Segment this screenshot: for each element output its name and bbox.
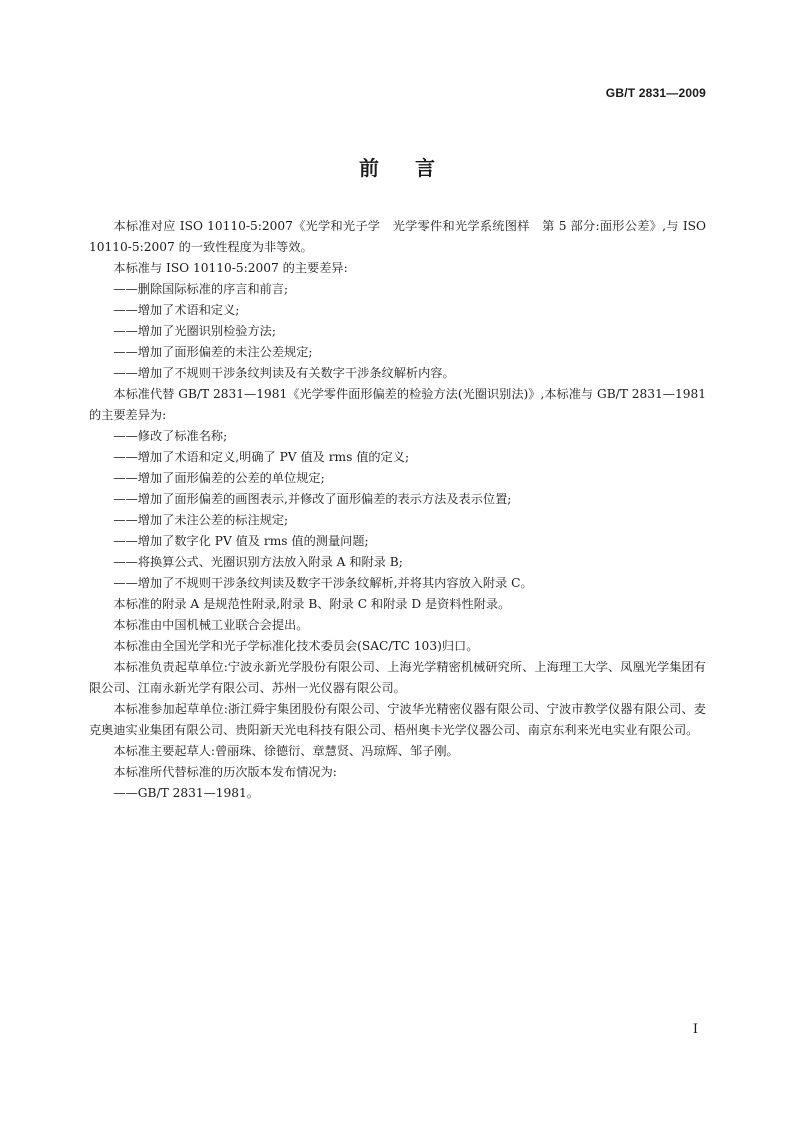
page-number: I — [692, 1022, 698, 1037]
paragraph-proposed-by: 本标准由中国机械工业联合会提出。 — [113, 618, 309, 632]
list-item-iso-diff: ——删除国际标准的序言和前言; — [113, 282, 289, 296]
list-item-old-diff: ——增加了面形偏差的公差的单位规定; — [113, 471, 325, 485]
list-item-iso-diff: ——增加了不规则干涉条纹判读及有关数字干涉条纹解析内容。 — [113, 366, 455, 380]
list-item-iso-diff: ——增加了术语和定义; — [113, 303, 240, 317]
list-item-iso-diff: ——增加了面形偏差的未注公差规定; — [113, 345, 313, 359]
document-code: GB/T 2831—2009 — [605, 86, 706, 100]
list-item-old-diff: ——将换算公式、光圈识别方法放入附录 A 和附录 B; — [113, 555, 403, 569]
paragraph-appendix-types: 本标准的附录 A 是规范性附录,附录 B、附录 C 和附录 D 是资料性附录。 — [113, 597, 511, 611]
list-item-old-diff: ——增加了面形偏差的画图表示,并修改了面形偏差的表示方法及表示位置; — [113, 492, 512, 506]
paragraph-iso-differences-intro: 本标准与 ISO 10110-5:2007 的主要差异: — [113, 261, 348, 275]
list-item-old-diff: ——增加了不规则干涉条纹判读及数字干涉条纹解析,并将其内容放入附录 C。 — [113, 576, 533, 590]
paragraph-replaces-standard: 本标准代替 GB/T 2831—1981《光学零件面形偏差的检验方法(光圈识别法)》,本标准与 GB/T 2831—1981 的主要差异为: — [89, 387, 707, 422]
paragraph-iso-correspondence: 本标准对应 ISO 10110-5:2007《光学和光子学 光学零件和光学系统图样 第 5 部分:面形公差》,与 ISO 10110-5:2007 的一致性程度为非等效。 — [89, 219, 706, 254]
list-item-old-diff: ——增加了数字化 PV 值及 rms 值的测量问题; — [113, 534, 369, 548]
paragraph-under-jurisdiction: 本标准由全国光学和光子学标准化技术委员会(SAC/TC 103)归口。 — [113, 639, 479, 653]
list-item-old-diff: ——修改了标准名称; — [113, 429, 228, 443]
paragraph-participating-drafters: 本标准参加起草单位:浙江舜宇集团股份有限公司、宁波华光精密仪器有限公司、宁波市教学仪器有限公司、麦克奥迪实业集团有限公司、贵阳新天光电科技有限公司、梧州奥卡光学仪器公司、南京东利来光电实业有限公司。 — [89, 702, 706, 737]
list-item-old-diff: ——增加了术语和定义,明确了 PV 值及 rms 值的定义; — [113, 450, 410, 464]
paragraph-lead-drafters: 本标准负责起草单位:宁波永新光学股份有限公司、上海光学精密机械研究所、上海理工大学、凤凰光学集团有限公司、江南永新光学有限公司、苏州一光仪器有限公司。 — [89, 660, 706, 695]
paragraph-version-history-intro: 本标准所代替标准的历次版本发布情况为: — [113, 765, 337, 779]
list-item-iso-diff: ——增加了光圈识别检验方法; — [113, 324, 276, 338]
paragraph-main-drafters: 本标准主要起草人:曾丽珠、徐德衍、章慧贤、冯琼辉、邹子刚。 — [113, 744, 459, 758]
list-item-old-diff: ——增加了未注公差的标注规定; — [113, 513, 289, 527]
foreword-body — [89, 216, 706, 804]
list-item-history: ——GB/T 2831—1981。 — [113, 786, 259, 800]
page-title: 前言 — [359, 156, 471, 180]
